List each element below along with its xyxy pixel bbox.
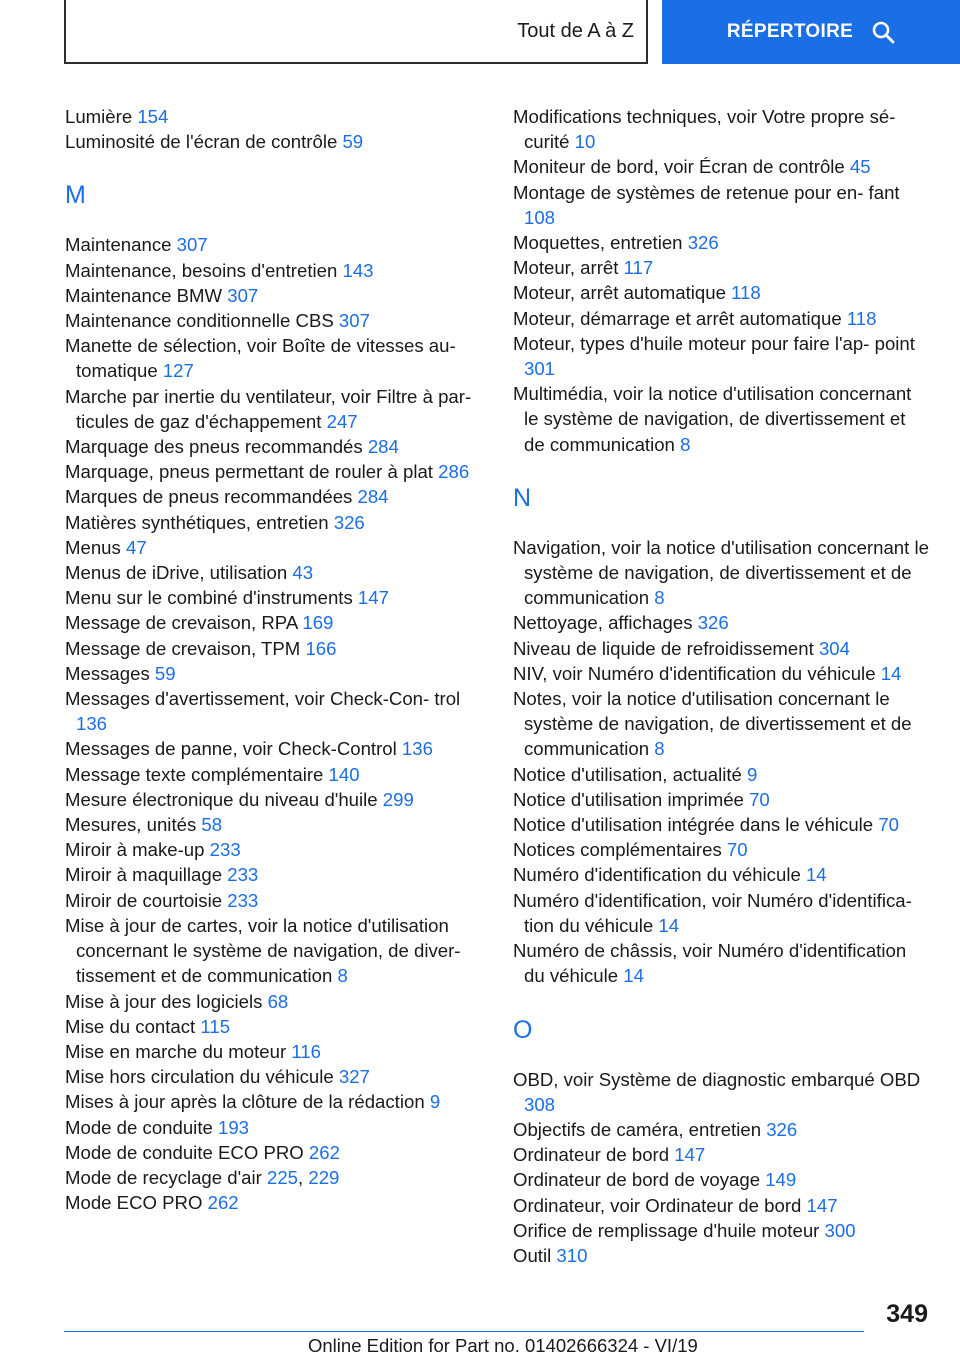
page-link[interactable]: 147 — [357, 587, 389, 609]
index-entry-text: Miroir à maquillage — [65, 864, 228, 886]
index-entry — [513, 1193, 929, 1218]
index-entry-text: Ordinateur, voir Ordinateur de bord — [513, 1194, 807, 1216]
page-link[interactable]: 70 — [726, 839, 748, 861]
index-entry-text: Maintenance — [65, 234, 177, 256]
page-link[interactable]: 43 — [292, 562, 314, 584]
page-link[interactable]: 262 — [308, 1141, 340, 1163]
section-letter: N — [513, 483, 532, 512]
index-entry — [65, 636, 481, 661]
tab-repertoire[interactable] — [662, 0, 960, 64]
page-link[interactable]: 326 — [697, 612, 729, 634]
index-entry — [65, 1089, 481, 1114]
index-entry — [65, 308, 481, 333]
index-entry — [65, 686, 481, 736]
index-entry — [65, 384, 481, 434]
index-entry — [513, 862, 929, 887]
index-entry-text: Ordinateur de bord — [513, 1144, 675, 1166]
index-entry — [65, 989, 481, 1014]
index-entry — [513, 1117, 929, 1142]
page-link[interactable]: 140 — [328, 763, 360, 785]
index-entry-text: Mode de recyclage d'air — [65, 1166, 267, 1188]
index-entry-text: Maintenance BMW — [65, 284, 228, 306]
index-entry-text: Miroir à make-up — [65, 839, 210, 861]
index-entry — [65, 661, 481, 686]
index-entry-text: Messages d'avertissement, voir Check-Con‐ trol — [65, 688, 461, 710]
index-entry-text: Objectifs de caméra, entretien — [513, 1118, 767, 1140]
index-entry — [65, 862, 481, 887]
index-entry — [513, 255, 929, 280]
index-entry-text: Outil — [513, 1244, 557, 1266]
index-entry-text: Maintenance conditionnelle CBS — [65, 310, 339, 332]
page-link[interactable]: 310 — [556, 1244, 588, 1266]
index-column-left — [65, 104, 481, 1215]
index-entry — [65, 283, 481, 308]
page-link[interactable]: 108 — [524, 206, 556, 228]
index-entry-text: Marques de pneus recommandées — [65, 486, 358, 508]
index-entry-text: Mode ECO PRO — [65, 1192, 208, 1214]
index-entry — [65, 585, 481, 610]
page-link[interactable]: 115 — [200, 1015, 231, 1037]
index-entry — [65, 333, 481, 383]
index-entry-text: Navigation, voir la notice d'utilisation concernant le système de navigation, de divertissement et de communication — [513, 536, 929, 609]
index-entry-text: Notice d'utilisation imprimée — [513, 788, 750, 810]
index-entry-text: Mise en marche du moteur — [65, 1040, 292, 1062]
index-entry — [513, 787, 929, 812]
page-link[interactable]: 193 — [218, 1116, 250, 1138]
page-link[interactable]: 127 — [162, 360, 194, 382]
index-entry — [65, 1039, 481, 1064]
page-link[interactable]: 8 — [680, 433, 691, 455]
page-link[interactable]: 117 — [623, 257, 654, 279]
index-entry-text: Menus — [65, 536, 126, 558]
page-link[interactable]: 118 — [731, 282, 761, 304]
page-link[interactable]: 147 — [674, 1144, 706, 1166]
page-link[interactable]: 327 — [338, 1066, 370, 1088]
footer-edition: Online Edition for Part no. 01402666324 - VI/19 — [308, 1335, 698, 1356]
index-entry-text: Mise à jour de cartes, voir la notice d'utilisation concernant le système de navigation, de diver‐ tissement et de communication — [65, 914, 461, 987]
page-link[interactable]: 225 — [267, 1166, 299, 1188]
index-entry — [513, 154, 929, 179]
page-link[interactable]: 166 — [305, 637, 337, 659]
page-link[interactable]: 14 — [658, 914, 680, 936]
page-link[interactable]: 9 — [429, 1091, 441, 1113]
index-entry — [513, 762, 929, 787]
index-entry-text: Mesures, unités — [65, 814, 202, 836]
index-entry-text: Mesure électronique du niveau d'huile — [65, 788, 383, 810]
index-entry — [65, 1115, 481, 1140]
index-entry — [65, 104, 481, 129]
index-entry — [513, 381, 929, 457]
page-link[interactable]: 307 — [338, 310, 370, 332]
page-link[interactable]: 59 — [342, 131, 364, 153]
index-column-right — [513, 104, 929, 1268]
index-entry — [65, 129, 481, 154]
index-entry — [65, 535, 481, 560]
index-entry-text: Moquettes, entretien — [513, 232, 688, 254]
index-entry-text: Marquage des pneus recommandés — [65, 436, 368, 458]
page-link[interactable]: 247 — [326, 410, 358, 432]
index-entry-text: Notes, voir la notice d'utilisation concernant le système de navigation, de divertissement et de communication — [513, 688, 912, 760]
index-entry — [65, 232, 481, 257]
page-link[interactable]: 8 — [337, 965, 348, 987]
page-link[interactable]: 149 — [765, 1169, 797, 1191]
index-entry-text: Montage de systèmes de retenue pour en‐ fant — [513, 181, 900, 203]
page-link[interactable]: 70 — [878, 814, 899, 836]
index-entry-text: Mode de conduite ECO PRO — [65, 1141, 309, 1163]
index-entry-text: Ordinateur de bord de voyage — [513, 1169, 766, 1191]
index-entry-text: Orifice de remplissage d'huile moteur — [513, 1219, 825, 1241]
index-entry-text: Moteur, arrêt — [513, 257, 624, 279]
page-link[interactable]: 8 — [654, 587, 665, 609]
index-entry — [513, 812, 929, 837]
index-entry — [513, 535, 929, 611]
index-entry — [65, 560, 481, 585]
index-entry-text: Moteur, arrêt automatique — [513, 282, 732, 304]
index-entry-text: Message texte complémentaire — [65, 763, 329, 785]
index-entry — [65, 1064, 481, 1089]
index-entry-text: Menus de iDrive, utilisation — [65, 562, 293, 584]
page-link[interactable]: 307 — [227, 284, 259, 306]
index-entry-text: Matières synthétiques, entretien — [65, 511, 334, 533]
page-link[interactable]: 284 — [367, 436, 399, 458]
page-link[interactable]: 233 — [227, 889, 259, 911]
index-entry — [65, 787, 481, 812]
page-link[interactable]: 68 — [267, 990, 289, 1012]
page-link[interactable]: 70 — [749, 788, 770, 810]
index-entry-text: Numéro d'identification, voir Numéro d'identifica‐ tion du véhicule — [513, 889, 912, 936]
index-entry — [513, 104, 929, 154]
index-entry-text: Mises à jour après la clôture de la rédaction — [65, 1091, 430, 1113]
page-link[interactable]: 8 — [654, 738, 665, 760]
page-link[interactable]: 10 — [574, 131, 596, 153]
index-entry-text: Moniteur de bord, voir Écran de contrôle — [513, 156, 850, 178]
index-entry — [513, 1243, 929, 1268]
index-entry-text: Message de crevaison, RPA — [65, 612, 303, 634]
index-entry — [513, 686, 929, 762]
index-entry-text: Mise du contact — [65, 1015, 201, 1037]
page-link[interactable]: 116 — [291, 1040, 321, 1062]
index-entry — [65, 510, 481, 535]
page-link[interactable]: 136 — [76, 713, 108, 735]
page-link[interactable]: 45 — [849, 156, 871, 178]
index-entry — [513, 636, 929, 661]
footer-divider — [64, 1331, 864, 1332]
index-entry-text: Messages — [65, 662, 155, 684]
page-link[interactable]: 326 — [687, 232, 719, 254]
index-entry — [65, 888, 481, 913]
page-link[interactable]: 299 — [382, 788, 414, 810]
page-link[interactable]: 59 — [154, 662, 176, 684]
tab-repertoire-label: RÉPERTOIRE — [726, 21, 854, 42]
index-entry — [513, 938, 929, 988]
index-entry-text: Marquage, pneus permettant de rouler à plat — [65, 461, 439, 483]
index-entry — [65, 434, 481, 459]
header — [0, 0, 960, 66]
page-link[interactable]: 136 — [401, 738, 433, 760]
index-entry-text: Notices complémentaires — [513, 839, 727, 861]
page-number: 349 — [886, 1300, 928, 1328]
index-entry-text: Message de crevaison, TPM — [65, 637, 306, 659]
index-entry — [65, 762, 481, 787]
page-link[interactable]: 284 — [357, 486, 389, 508]
index-entry-text: Miroir de courtoisie — [65, 889, 228, 911]
index-entry — [513, 837, 929, 862]
index-entry-text: Maintenance, besoins d'entretien — [65, 259, 343, 281]
index-entry-text: Modifications techniques, voir Votre propre sé‐ curité — [513, 106, 896, 153]
page-link[interactable]: 308 — [524, 1093, 556, 1115]
index-entry-text: Mise hors circulation du véhicule — [65, 1066, 339, 1088]
page-link[interactable]: 301 — [524, 358, 556, 380]
index-entry-text: Niveau de liquide de refroidissement — [513, 637, 819, 659]
index-entry — [513, 610, 929, 635]
tab-a-to-z[interactable] — [64, 0, 648, 64]
index-entry-text: Numéro de châssis, voir Numéro d'identification du véhicule — [513, 940, 907, 987]
index-entry — [65, 736, 481, 761]
index-entry-text: Notice d'utilisation intégrée dans le véhicule — [513, 814, 879, 836]
index-entry-text: Numéro d'identification du véhicule — [513, 864, 806, 886]
index-entry-text: Mise à jour des logiciels — [65, 990, 268, 1012]
index-entry-text: Manette de sélection, voir Boîte de vitesses au‐ tomatique — [65, 335, 456, 382]
page-link[interactable]: 9 — [747, 763, 758, 785]
index-entry — [513, 306, 929, 331]
page-link[interactable]: 300 — [824, 1219, 856, 1241]
index-entry — [65, 1014, 481, 1039]
index-entry — [65, 1140, 481, 1165]
index-entry — [65, 459, 481, 484]
index-entry — [65, 610, 481, 635]
index-entry — [513, 1142, 929, 1167]
page-link[interactable]: 58 — [201, 814, 223, 836]
page-link[interactable]: 262 — [207, 1192, 239, 1214]
index-entry-text: Lumière — [65, 106, 138, 127]
index-entry — [65, 837, 481, 862]
index-entry-text: Menu sur le combiné d'instruments — [65, 587, 358, 609]
index-entry-text: Nettoyage, affichages — [513, 612, 698, 634]
page-link[interactable]: 14 — [805, 864, 827, 886]
page-link[interactable]: 233 — [209, 839, 241, 861]
index-entry — [65, 1190, 481, 1215]
section-letter: M — [65, 181, 86, 210]
page-link[interactable]: 14 — [880, 662, 902, 684]
page-link[interactable]: 307 — [176, 234, 208, 256]
page-link[interactable]: 147 — [806, 1194, 838, 1216]
page-link[interactable]: 14 — [623, 965, 644, 987]
page-link[interactable]: 169 — [302, 612, 334, 634]
page-link[interactable]: 233 — [227, 864, 259, 886]
index-entry — [513, 888, 929, 938]
page-link[interactable]: 47 — [125, 536, 147, 558]
index-entry — [65, 812, 481, 837]
index-entry-text: Messages de panne, voir Check-Control — [65, 738, 402, 760]
page-link[interactable]: 229 — [308, 1166, 340, 1188]
index-entry — [65, 258, 481, 283]
index-entry — [513, 331, 929, 381]
index-entry-text: Marche par inertie du ventilateur, voir Filtre à par‐ ticules de gaz d'échappement — [65, 385, 472, 432]
index-entry: Mode de recyclage d'air 225, 229 — [65, 1166, 340, 1188]
index-entry — [513, 661, 929, 686]
page-link[interactable]: 286 — [438, 461, 470, 483]
index-entry — [513, 180, 929, 230]
index-entry-text: Notice d'utilisation, actualité — [513, 763, 748, 785]
index-entry — [513, 1218, 929, 1243]
index-entry-text: OBD, voir Système de diagnostic embarqué OBD — [513, 1068, 921, 1090]
index-entry-text: Luminosité de l'écran de contrôle — [65, 131, 343, 153]
index-entry — [513, 280, 929, 305]
page-link[interactable]: 304 — [818, 637, 850, 659]
index-entry-text: Multimédia, voir la notice d'utilisation concernant le système de navigation, de divertissement et de communication — [513, 383, 912, 455]
page-link[interactable]: 326 — [333, 511, 365, 533]
page-link[interactable]: 154 — [137, 106, 169, 127]
search-icon[interactable] — [871, 20, 895, 44]
index-entry — [65, 484, 481, 509]
index-entry-text: NIV, voir Numéro d'identification du véhicule — [513, 662, 881, 684]
index-entry — [513, 1067, 929, 1117]
index-entry-text: Moteur, types d'huile moteur pour faire l'ap‐ point — [513, 332, 915, 354]
page-link[interactable]: 326 — [766, 1118, 798, 1140]
tab-a-to-z-label: Tout de A à Z — [517, 19, 634, 42]
index-entry-text: Moteur, démarrage et arrêt automatique — [513, 307, 847, 329]
index-entry — [513, 230, 929, 255]
page-link[interactable]: 143 — [342, 259, 374, 281]
index-entry — [513, 1167, 929, 1192]
section-letter: O — [513, 1015, 533, 1044]
page-link[interactable]: 118 — [846, 307, 877, 329]
index-entry-text: Mode de conduite — [65, 1116, 218, 1138]
index-entry — [65, 913, 481, 989]
